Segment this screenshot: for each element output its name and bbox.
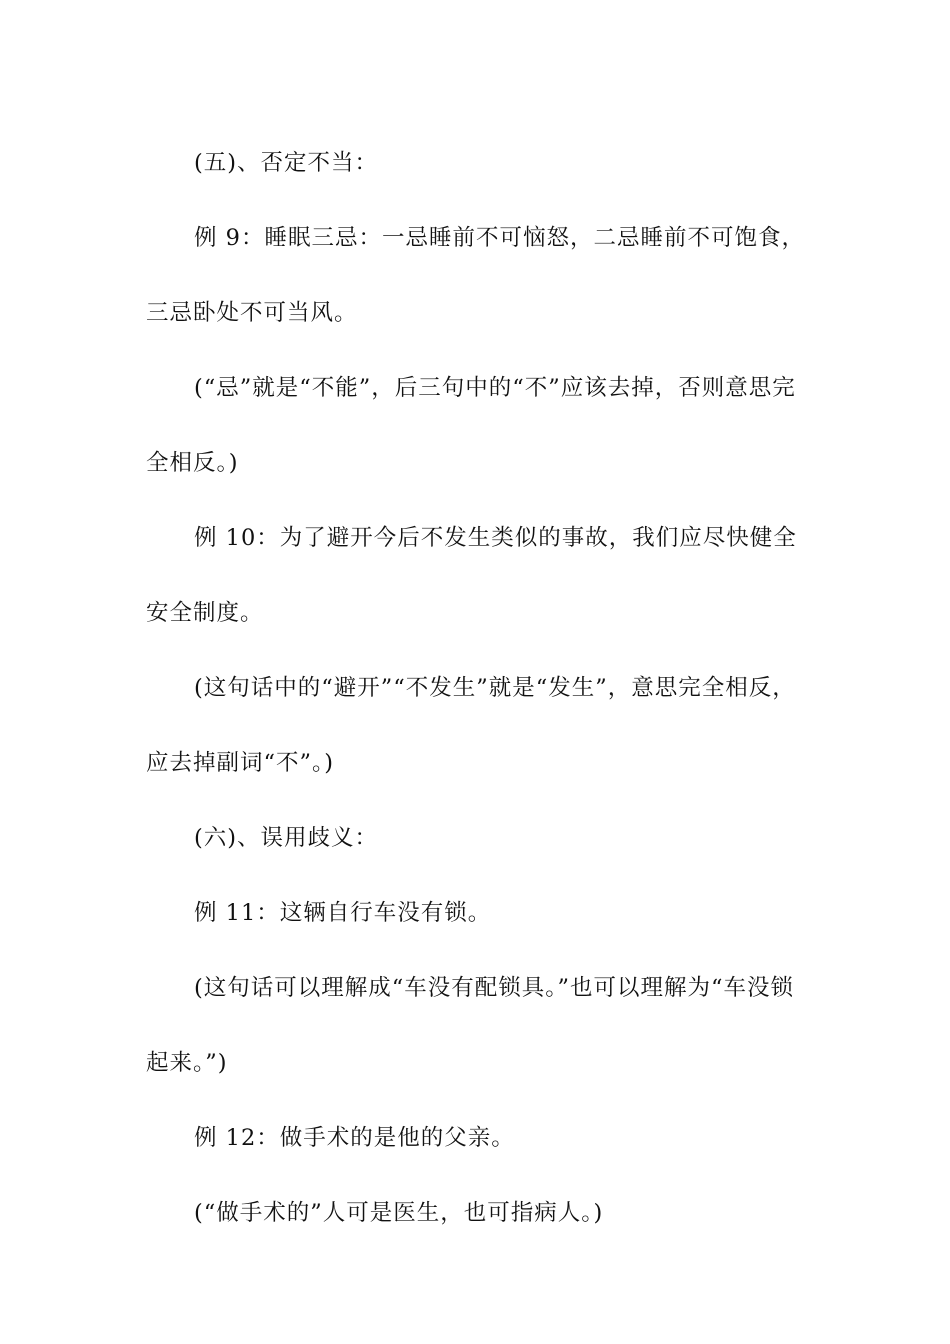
example-10: 例 10：为了避开今后不发生类似的事故，我们应尽快健全安全制度。 bbox=[146, 525, 797, 626]
example-9: 例 9：睡眠三忌：一忌睡前不可恼怒，二忌睡前不可饱食，三忌卧处不可当风。 bbox=[146, 225, 805, 326]
example-9-explanation: (“忌”就是“不能”，后三句中的“不”应该去掉，否则意思完全相反。) bbox=[146, 375, 796, 476]
example-12: 例 12：做手术的是他的父亲。 bbox=[194, 1125, 515, 1151]
section-heading-6: (六)、误用歧义： bbox=[194, 825, 379, 851]
document-body bbox=[146, 126, 806, 1251]
example-12-explanation: (“做手术的”人可是医生，也可指病人。) bbox=[194, 1200, 604, 1226]
example-11-explanation: (这句话可以理解成“车没有配锁具。”也可以理解为“车没锁起来。”) bbox=[146, 975, 795, 1076]
section-heading-5: (五)、否定不当： bbox=[194, 150, 379, 176]
example-11: 例 11：这辆自行车没有锁。 bbox=[194, 900, 492, 926]
example-10-explanation: (这句话中的“避开”“不发生”就是“发生”，意思完全相反，应去掉副词“不”。) bbox=[146, 675, 796, 776]
